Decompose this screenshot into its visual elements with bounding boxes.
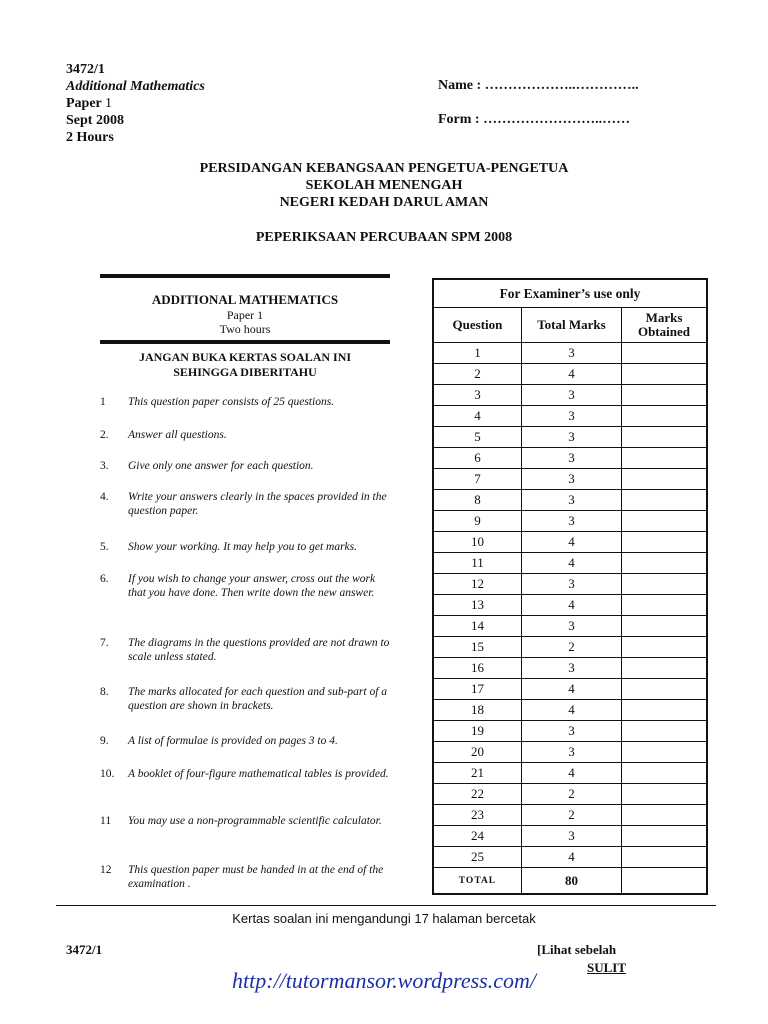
marks-obtained-cell[interactable] [621, 847, 707, 868]
marks-obtained-cell[interactable] [621, 637, 707, 658]
table-row [433, 385, 707, 406]
total-marks: 3 [521, 343, 621, 364]
marks-obtained-cell[interactable] [621, 574, 707, 595]
question-number: 8 [433, 490, 521, 511]
instruction-item: 3. Give only one answer for each question. [100, 460, 314, 472]
total-marks: 3 [521, 469, 621, 490]
marks-obtained-cell[interactable] [621, 826, 707, 847]
table-row [433, 637, 707, 658]
total-marks: 2 [521, 805, 621, 826]
total-marks: 3 [521, 385, 621, 406]
instruction-item: 6. If you wish to change your answer, cross out the work that you have done. Then write down the new answer. [100, 573, 376, 599]
table-caption: For Examiner’s use only [433, 279, 707, 308]
marks-obtained-cell[interactable] [621, 784, 707, 805]
total-label: TOTAL [433, 868, 521, 895]
marks-obtained-cell[interactable] [621, 553, 707, 574]
question-number: 24 [433, 826, 521, 847]
cover-subject: ADDITIONAL MATHEMATICS [151, 292, 339, 307]
total-row [433, 868, 707, 895]
total-marks: 4 [521, 553, 621, 574]
table-row [433, 805, 707, 826]
total-marks: 4 [521, 532, 621, 553]
question-number: 17 [433, 679, 521, 700]
instruction-item: 8. The marks allocated for each question and sub-part of a question are shown in brackets. [100, 686, 388, 712]
table-row [433, 763, 707, 784]
marks-obtained-cell[interactable] [621, 364, 707, 385]
table-row [433, 700, 707, 721]
name-field[interactable]: Name : ………………..………….. [438, 78, 639, 93]
table-row [433, 448, 707, 469]
warning-text: JANGAN BUKA KERTAS SOALAN INI SEHINGGA DIBERITAHU [138, 350, 352, 379]
marks-obtained-cell[interactable] [621, 511, 707, 532]
exam-title: PEPERIKSAAN PERCUBAAN SPM 2008 [255, 230, 513, 245]
table-row [433, 469, 707, 490]
total-marks: 3 [521, 721, 621, 742]
marks-obtained-cell[interactable] [621, 532, 707, 553]
table-row [433, 511, 707, 532]
table-row [433, 553, 707, 574]
total-marks: 4 [521, 763, 621, 784]
marks-obtained-cell[interactable] [621, 658, 707, 679]
total-marks: 4 [521, 679, 621, 700]
total-marks: 2 [521, 637, 621, 658]
table-row [433, 679, 707, 700]
total-marks: 3 [521, 616, 621, 637]
question-number: 22 [433, 784, 521, 805]
table-body [433, 343, 707, 868]
marks-obtained-cell[interactable] [621, 700, 707, 721]
website-link[interactable]: http://tutormansor.wordpress.com/ [232, 968, 536, 993]
instruction-item: 9. A list of formulae is provided on pages 3 to 4. [100, 735, 338, 747]
cover-duration: Two hours [219, 322, 271, 336]
next-page-note: [Lihat sebelah [537, 942, 617, 957]
total-marks: 2 [521, 784, 621, 805]
total-marks: 3 [521, 658, 621, 679]
table-row [433, 343, 707, 364]
question-number: 18 [433, 700, 521, 721]
total-marks: 4 [521, 595, 621, 616]
total-marks: 4 [521, 364, 621, 385]
question-number: 20 [433, 742, 521, 763]
table-row [433, 574, 707, 595]
table-row [433, 490, 707, 511]
total-marks: 3 [521, 574, 621, 595]
marks-obtained-cell[interactable] [621, 469, 707, 490]
table-row [433, 721, 707, 742]
table-row [433, 784, 707, 805]
exam-date: Sept 2008 [66, 113, 124, 128]
divider [100, 274, 390, 278]
paper-number: Paper 1 [66, 96, 113, 111]
marks-obtained-cell[interactable] [621, 679, 707, 700]
question-number: 11 [433, 553, 521, 574]
question-number: 2 [433, 364, 521, 385]
marks-obtained-cell[interactable] [621, 343, 707, 364]
paper-header [66, 61, 205, 146]
organizer-title: PERSIDANGAN KEBANGSAAN PENGETUA-PENGETUA SEKOLAH MENENGAH NEGERI KEDAH DARUL AMAN [199, 161, 569, 210]
table-row [433, 742, 707, 763]
instruction-item: 11 You may use a non-programmable scientific calculator. [100, 815, 382, 827]
footer-code: 3472/1 [66, 942, 103, 957]
question-number: 25 [433, 847, 521, 868]
total-marks: 3 [521, 448, 621, 469]
question-number: 3 [433, 385, 521, 406]
marks-obtained-cell[interactable] [621, 763, 707, 784]
paper-code: 3472/1 [66, 62, 105, 77]
question-number: 15 [433, 637, 521, 658]
marks-obtained-cell[interactable] [621, 616, 707, 637]
total-marks: 4 [521, 700, 621, 721]
question-number: 12 [433, 574, 521, 595]
marks-obtained-cell[interactable] [621, 595, 707, 616]
examiner-table [432, 278, 708, 895]
page-count-note: Kertas soalan ini mengandungi 17 halaman bercetak [232, 911, 536, 926]
question-number: 23 [433, 805, 521, 826]
table-row [433, 595, 707, 616]
form-field[interactable]: Form : ……………………..…… [438, 112, 631, 127]
question-number: 7 [433, 469, 521, 490]
marks-obtained-cell[interactable] [621, 742, 707, 763]
cover-block [100, 274, 390, 380]
total-marks: 3 [521, 427, 621, 448]
question-number: 9 [433, 511, 521, 532]
instruction-item: 12 This question paper must be handed in at the end of the examination . [100, 864, 384, 890]
table-row [433, 406, 707, 427]
instruction-item: 10. A booklet of four-figure mathematical tables is provided. [100, 768, 389, 780]
total-marks: 3 [521, 826, 621, 847]
marks-obtained-cell[interactable] [621, 427, 707, 448]
question-number: 1 [433, 343, 521, 364]
question-number: 5 [433, 427, 521, 448]
col-header-question: Question [433, 308, 521, 343]
marks-obtained-cell[interactable] [621, 385, 707, 406]
table-row [433, 847, 707, 868]
exam-duration: 2 Hours [66, 130, 114, 145]
table-row [433, 427, 707, 448]
table-row [433, 532, 707, 553]
instruction-item: 2. Answer all questions. [100, 429, 227, 441]
instruction-item: 7. The diagrams in the questions provided are not drawn to scale unless stated. [100, 637, 390, 663]
marks-obtained-cell[interactable] [621, 406, 707, 427]
question-number: 14 [433, 616, 521, 637]
total-marks: 3 [521, 490, 621, 511]
question-number: 6 [433, 448, 521, 469]
table-row [433, 658, 707, 679]
question-number: 21 [433, 763, 521, 784]
instruction-item: 5. Show your working. It may help you to get marks. [100, 541, 358, 553]
subject-name: Additional Mathematics [66, 79, 205, 94]
total-marks: 3 [521, 406, 621, 427]
instruction-item: 1 This question paper consists of 25 questions. [100, 396, 335, 408]
table-row [433, 826, 707, 847]
classification-label: SULIT [587, 960, 627, 975]
total-marks: 3 [521, 511, 621, 532]
marks-obtained-cell[interactable] [621, 448, 707, 469]
total-obtained-cell[interactable] [621, 868, 707, 895]
divider [56, 905, 716, 906]
divider [100, 340, 390, 344]
marks-obtained-cell[interactable] [621, 805, 707, 826]
total-marks: 3 [521, 742, 621, 763]
question-number: 4 [433, 406, 521, 427]
marks-obtained-cell[interactable] [621, 490, 707, 511]
instruction-item: 4. Write your answers clearly in the spaces provided in the question paper. [100, 491, 387, 517]
table-row [433, 364, 707, 385]
question-number: 16 [433, 658, 521, 679]
table-row [433, 616, 707, 637]
total-value: 80 [521, 868, 621, 895]
cover-paper: Paper 1 [226, 308, 264, 322]
question-number: 13 [433, 595, 521, 616]
question-number: 10 [433, 532, 521, 553]
col-header-marks-obtained: Marks Obtained [621, 308, 707, 343]
question-number: 19 [433, 721, 521, 742]
col-header-total-marks: Total Marks [521, 308, 621, 343]
marks-obtained-cell[interactable] [621, 721, 707, 742]
total-marks: 4 [521, 847, 621, 868]
